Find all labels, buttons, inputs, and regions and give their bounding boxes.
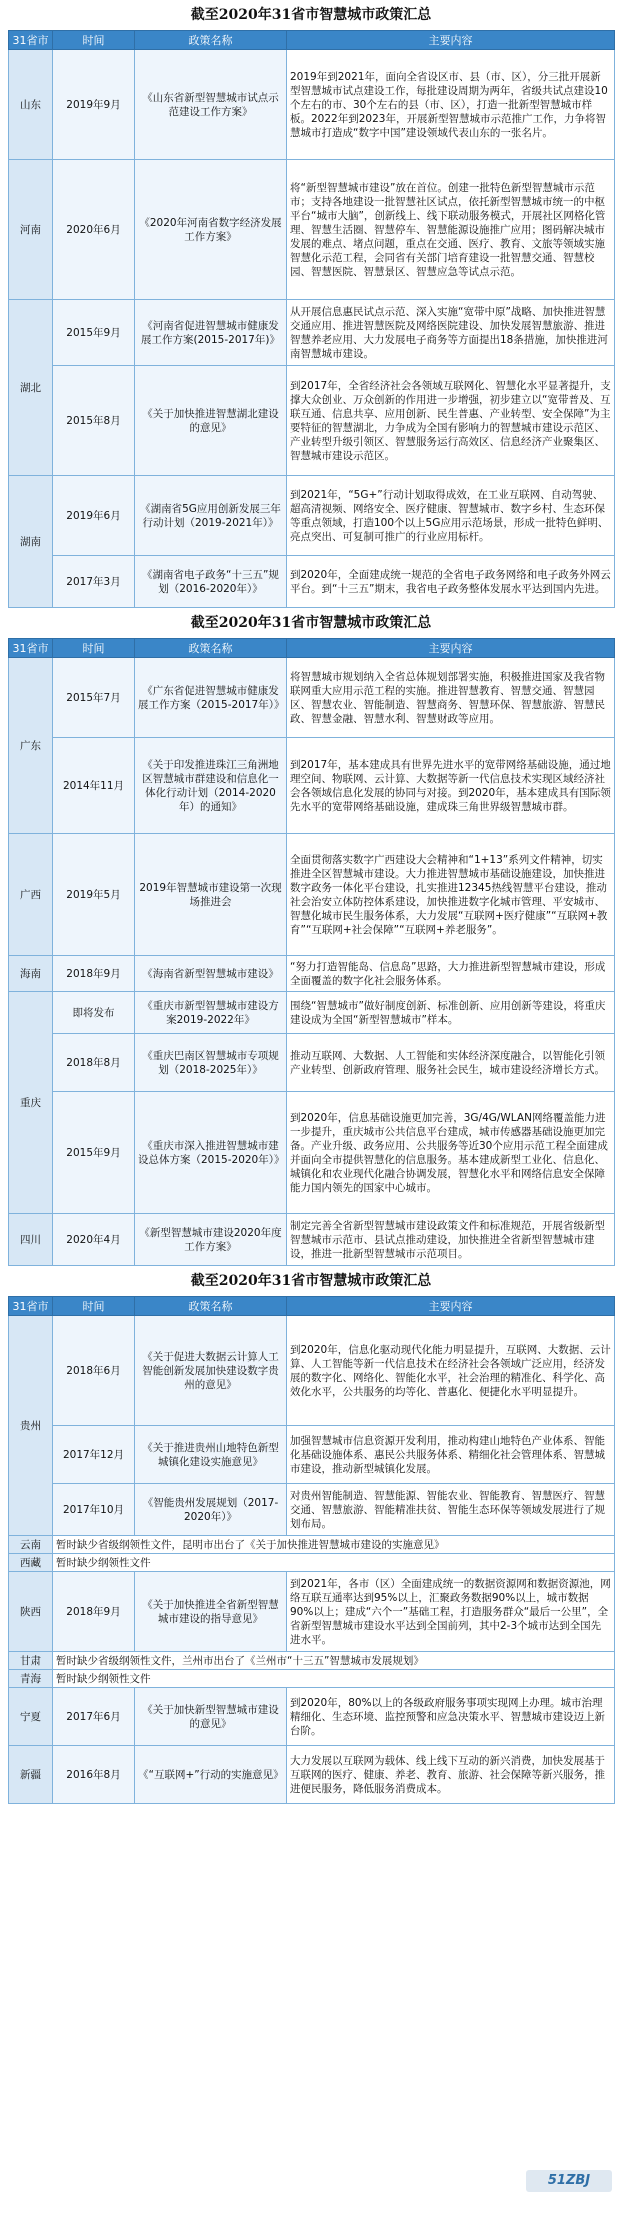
policy-name-cell: 《关于加快新型智慧城市建设的意见》 bbox=[135, 1688, 287, 1746]
province-cell: 四川 bbox=[9, 1214, 53, 1266]
policy-section bbox=[8, 608, 614, 1266]
column-header: 时间 bbox=[53, 31, 135, 50]
policy-name-cell: 《山东省新型智慧城市试点示范建设工作方案》 bbox=[135, 50, 287, 160]
table-row bbox=[9, 1572, 615, 1652]
table-row bbox=[9, 1426, 615, 1484]
content-cell: 到2020年，信息基础设施更加完善，3G/4G/WLAN网络覆盖能力进一步提升，重庆城市公共信息平台建成，城市传感器基础设施更加完备。产业升级、政务应用、公共服务等近30个应用示范工程全面建成并面向全市提供智慧化的信息服务。基本建成新型工业化、信息化、城镇化和农业现代化融合协调发展，智慧化水平和网络信息安全保障能力国内领先的国家中心城市。 bbox=[287, 1092, 615, 1214]
table-row bbox=[9, 476, 615, 556]
note-cell: 暂时缺少纲领性文件 bbox=[53, 1554, 615, 1572]
section-title: 截至2020年31省市智慧城市政策汇总 bbox=[190, 1273, 432, 1289]
policy-section bbox=[8, 1266, 614, 1804]
time-cell: 2015年7月 bbox=[53, 658, 135, 738]
column-header: 31省市 bbox=[9, 31, 53, 50]
province-cell: 贵州 bbox=[9, 1316, 53, 1536]
time-cell: 2020年4月 bbox=[53, 1214, 135, 1266]
table-row bbox=[9, 556, 615, 608]
province-cell: 云南 bbox=[9, 1536, 53, 1554]
column-header: 时间 bbox=[53, 639, 135, 658]
content-cell: 到2021年，“5G+”行动计划取得成效，在工业互联网、自动驾驶、超高清视频、网络安全、医疗健康、智慧城市、数字乡村、生态环保等重点领域，打造100个以上5G应用示范场景，形成一批特色鲜明、亮点突出、可复制可推广的行业应用标杆。 bbox=[287, 476, 615, 556]
policy-name-cell: 《重庆巴南区智慧城市专项规划（2018-2025年）》 bbox=[135, 1034, 287, 1092]
table-row bbox=[9, 1670, 615, 1688]
policy-table bbox=[8, 638, 615, 1266]
policy-name-cell: 《湖南省5G应用创新发展三年行动计划（2019-2021年）》 bbox=[135, 476, 287, 556]
content-cell: 到2020年，全面建成统一规范的全省电子政务网络和电子政务外网云平台。到“十三五”期末，我省电子政务整体发展水平达到国内先进。 bbox=[287, 556, 615, 608]
content-cell: 推动互联网、大数据、人工智能和实体经济深度融合，以智能化引领产业转型、创新政府管理、服务社会民生，城市建设经济增长方式。 bbox=[287, 1034, 615, 1092]
province-cell: 湖北 bbox=[9, 300, 53, 476]
content-cell: “努力打造智能岛、信息岛”思路，大力推进新型智慧城市建设，形成全面覆盖的数字化社会服务体系。 bbox=[287, 956, 615, 992]
time-cell: 2018年6月 bbox=[53, 1316, 135, 1426]
policy-name-cell: 《关于加快推进全省新型智慧城市建设的指导意见》 bbox=[135, 1572, 287, 1652]
table-row bbox=[9, 1092, 615, 1214]
table-row bbox=[9, 1746, 615, 1804]
table-row bbox=[9, 1316, 615, 1426]
policy-name-cell: 《湖南省电子政务“十三五”规划（2016-2020年）》 bbox=[135, 556, 287, 608]
policy-name-cell: 《关于促进大数据云计算人工智能创新发展加快建设数字贵州的意见》 bbox=[135, 1316, 287, 1426]
section-title: 截至2020年31省市智慧城市政策汇总 bbox=[190, 615, 432, 631]
policy-name-cell: 2019年智慧城市建设第一次现场推进会 bbox=[135, 834, 287, 956]
table-row bbox=[9, 834, 615, 956]
column-header: 政策名称 bbox=[135, 639, 287, 658]
header-row bbox=[9, 31, 615, 50]
province-cell: 重庆 bbox=[9, 992, 53, 1214]
time-cell: 2019年6月 bbox=[53, 476, 135, 556]
time-cell: 2018年8月 bbox=[53, 1034, 135, 1092]
policy-table bbox=[8, 1296, 615, 1804]
table-row bbox=[9, 992, 615, 1034]
province-cell: 陕西 bbox=[9, 1572, 53, 1652]
content-cell: 全面贯彻落实数字广西建设大会精神和“1+13”系列文件精神，切实推进全区智慧城市建设。大力推进智慧城市基础设施建设，加快推进数字政务一体化平台建设，扎实推进12345热线智慧平台建设，推动社会治安立体防控体系建设，加快推进数字化城市管理、平安城市、智慧化城市民生服务体系，大力发展“互联网+医疗健康”“互联网+教育”“互联网+社会保障”“互联网+养老服务”。 bbox=[287, 834, 615, 956]
content-cell: 从开展信息惠民试点示范、深入实施“宽带中原”战略、加快推进智慧交通应用、推进智慧医院及网络医院建设、加快发展智慧旅游、推进智慧养老应用、大力发展电子商务等方面提出18条措施，加快推进河南智慧城市建设。 bbox=[287, 300, 615, 366]
time-cell: 2015年9月 bbox=[53, 300, 135, 366]
policy-table bbox=[8, 30, 615, 608]
policy-name-cell: 《重庆市深入推进智慧城市建设总体方案（2015-2020年）》 bbox=[135, 1092, 287, 1214]
table-row bbox=[9, 658, 615, 738]
column-header: 31省市 bbox=[9, 639, 53, 658]
policy-name-cell: 《河南省促进智慧城市健康发展工作方案(2015-2017年)》 bbox=[135, 300, 287, 366]
province-cell: 湖南 bbox=[9, 476, 53, 608]
content-cell: 对贵州智能制造、智慧能源、智能农业、智能教育、智慧医疗、智慧交通、智慧旅游、智能精准扶贫、智能生态环保等领域发展进行了规划布局。 bbox=[287, 1484, 615, 1536]
policy-name-cell: 《2020年河南省数字经济发展工作方案》 bbox=[135, 160, 287, 300]
policy-name-cell: 《重庆市新型智慧城市建设方案2019-2022年》 bbox=[135, 992, 287, 1034]
province-cell: 宁夏 bbox=[9, 1688, 53, 1746]
content-cell: 2019年到2021年，面向全省设区市、县（市、区），分三批开展新型智慧城市试点建设工作，每批建设周期为两年，省级共试点建设10个左右的市、30个左右的县（市、区），打造一批新型智慧城市样板。2022年到2023年，开展新型智慧城市示范推广工作，力争将智慧城市打造成“数字中国”建设领域代表山东的一张名片。 bbox=[287, 50, 615, 160]
table-row bbox=[9, 50, 615, 160]
time-cell: 2014年11月 bbox=[53, 738, 135, 834]
province-cell: 西藏 bbox=[9, 1554, 53, 1572]
policy-name-cell: 《“互联网+”行动的实施意见》 bbox=[135, 1746, 287, 1804]
time-cell: 2017年6月 bbox=[53, 1688, 135, 1746]
time-cell: 2020年6月 bbox=[53, 160, 135, 300]
time-cell: 2018年9月 bbox=[53, 956, 135, 992]
table-row bbox=[9, 956, 615, 992]
table-row bbox=[9, 1034, 615, 1092]
table-row bbox=[9, 1652, 615, 1670]
watermark-logo: 51ZBJ bbox=[526, 2170, 612, 2192]
policy-name-cell: 《广东省促进智慧城市健康发展工作方案（2015-2017年）》 bbox=[135, 658, 287, 738]
time-cell: 即将发布 bbox=[53, 992, 135, 1034]
note-cell: 暂时缺少省级纲领性文件，昆明市出台了《关于加快推进智慧城市建设的实施意见》 bbox=[53, 1536, 615, 1554]
content-cell: 将智慧城市规划纳入全省总体规划部署实施，积极推进国家及我省物联网重大应用示范工程的实施。推进智慧教育、智慧交通、智慧园区、智慧农业、智能制造、智慧商务、智慧环保、智慧旅游、智慧民政、智慧金融、智慧水利、智慧财政等应用。 bbox=[287, 658, 615, 738]
policy-name-cell: 《海南省新型智慧城市建设》 bbox=[135, 956, 287, 992]
province-cell: 青海 bbox=[9, 1670, 53, 1688]
column-header: 31省市 bbox=[9, 1297, 53, 1316]
column-header: 政策名称 bbox=[135, 31, 287, 50]
table-row bbox=[9, 366, 615, 476]
time-cell: 2019年5月 bbox=[53, 834, 135, 956]
time-cell: 2017年3月 bbox=[53, 556, 135, 608]
policy-section bbox=[8, 0, 614, 608]
column-header: 政策名称 bbox=[135, 1297, 287, 1316]
time-cell: 2017年12月 bbox=[53, 1426, 135, 1484]
content-cell: 到2020年，信息化驱动现代化能力明显提升，互联网、大数据、云计算、人工智能等新一代信息技术在经济社会各领域广泛应用，经济发展的数字化、网络化、智能化水平，社会治理的精准化、科学化、高效化水平，公共服务的均等化、普惠化、便捷化水平明显提升。 bbox=[287, 1316, 615, 1426]
table-row bbox=[9, 1484, 615, 1536]
content-cell: 到2017年，全省经济社会各领域互联网化、智慧化水平显著提升，支撑大众创业、万众创新的作用进一步增强，初步建立以“宽带普及、互联互通、信息共享、应用创新、民生普惠、产业转型、安全保障”为主要特征的智慧湖北，力争成为全国有影响力的智慧城市建设示范区、产业转型升级引领区、智慧服务运行高效区、信息经济产业聚集区、智慧城市建设示范区。 bbox=[287, 366, 615, 476]
policy-name-cell: 《新型智慧城市建设2020年度工作方案》 bbox=[135, 1214, 287, 1266]
policy-name-cell: 《智能贵州发展规划（2017-2020年）》 bbox=[135, 1484, 287, 1536]
policy-name-cell: 《关于印发推进珠江三角洲地区智慧城市群建设和信息化一体化行动计划（2014-2020年）的通知》 bbox=[135, 738, 287, 834]
note-cell: 暂时缺少纲领性文件 bbox=[53, 1670, 615, 1688]
time-cell: 2018年9月 bbox=[53, 1572, 135, 1652]
province-cell: 广东 bbox=[9, 658, 53, 834]
column-header: 主要内容 bbox=[287, 1297, 615, 1316]
content-cell: 到2017年，基本建成具有世界先进水平的宽带网络基础设施，通过地理空间、物联网、云计算、大数据等新一代信息技术实现区域经济社会各领域信息化发展的协同与对接。到2020年，基本建成具有国际领先水平的宽带网络基础设施，建成珠三角世界级智慧城市群。 bbox=[287, 738, 615, 834]
content-cell: 大力发展以互联网为载体、线上线下互动的新兴消费，加快发展基于互联网的医疗、健康、养老、教育、旅游、社会保障等新兴服务，推进便民服务，降低服务消费成本。 bbox=[287, 1746, 615, 1804]
content-cell: 加强智慧城市信息资源开发利用，推动构建山地特色产业体系、智能化基础设施体系、惠民公共服务体系、精细化社会管理体系、智慧城市建设，推动新型城镇化发展。 bbox=[287, 1426, 615, 1484]
content-cell: 到2021年，各市（区）全面建成统一的数据资源网和数据资源池，网络互联互通率达到95%以上，汇聚政务数据90%以上，城市数据90%以上；建成“六个一”基础工程，打造服务群众“最后一公里”，全省新型智慧城市建设水平达到全国前列，其中2-3个城市达到全国先进水平。 bbox=[287, 1572, 615, 1652]
table-row bbox=[9, 738, 615, 834]
province-cell: 广西 bbox=[9, 834, 53, 956]
time-cell: 2016年8月 bbox=[53, 1746, 135, 1804]
policy-name-cell: 《关于加快推进智慧湖北建设的意见》 bbox=[135, 366, 287, 476]
content-cell: 到2020年，80%以上的各级政府服务事项实现网上办理。城市治理精细化、生态环境、监控预警和应急决策水平、智慧城市建设迈上新台阶。 bbox=[287, 1688, 615, 1746]
header-row bbox=[9, 1297, 615, 1316]
table-row bbox=[9, 160, 615, 300]
header-row bbox=[9, 639, 615, 658]
content-cell: 制定完善全省新型智慧城市建设政策文件和标准规范，开展省级新型智慧城市示范市、县试点推动建设，加快推进全省新型智慧城市建设，推进一批新型智慧城市示范项目。 bbox=[287, 1214, 615, 1266]
column-header: 时间 bbox=[53, 1297, 135, 1316]
content-cell: 围绕“智慧城市”做好制度创新、标准创新、应用创新等建设，将重庆建设成为全国“新型智慧城市”样本。 bbox=[287, 992, 615, 1034]
section-title: 截至2020年31省市智慧城市政策汇总 bbox=[190, 7, 432, 23]
time-cell: 2015年8月 bbox=[53, 366, 135, 476]
content-cell: 将“新型智慧城市建设”放在首位。创建一批特色新型智慧城市示范市；支持各地建设一批智慧社区试点，依托新型智慧城市统一的中枢平台“城市大脑”，创新线上、线下联动服务模式，开展社区网格化管理、智慧生活圈、智慧停车、智慧能源设施推广应用；图码解决城市发展的难点、堵点问题，重点在交通、医疗、教育、文旅等领域实施智慧化示范工程，会同省有关部门培育建设一批智慧交通、智慧校园、智慧医院、智慧景区、智慧应急等试点示范。 bbox=[287, 160, 615, 300]
column-header: 主要内容 bbox=[287, 639, 615, 658]
province-cell: 河南 bbox=[9, 160, 53, 300]
policy-name-cell: 《关于推进贵州山地特色新型城镇化建设实施意见》 bbox=[135, 1426, 287, 1484]
time-cell: 2015年9月 bbox=[53, 1092, 135, 1214]
table-row bbox=[9, 1688, 615, 1746]
time-cell: 2017年10月 bbox=[53, 1484, 135, 1536]
province-cell: 新疆 bbox=[9, 1746, 53, 1804]
province-cell: 山东 bbox=[9, 50, 53, 160]
table-row bbox=[9, 1554, 615, 1572]
note-cell: 暂时缺少省级纲领性文件，兰州市出台了《兰州市“十三五”智慧城市发展规划》 bbox=[53, 1652, 615, 1670]
column-header: 主要内容 bbox=[287, 31, 615, 50]
table-row bbox=[9, 300, 615, 366]
province-cell: 甘肃 bbox=[9, 1652, 53, 1670]
province-cell: 海南 bbox=[9, 956, 53, 992]
table-row bbox=[9, 1214, 615, 1266]
time-cell: 2019年9月 bbox=[53, 50, 135, 160]
table-row bbox=[9, 1536, 615, 1554]
